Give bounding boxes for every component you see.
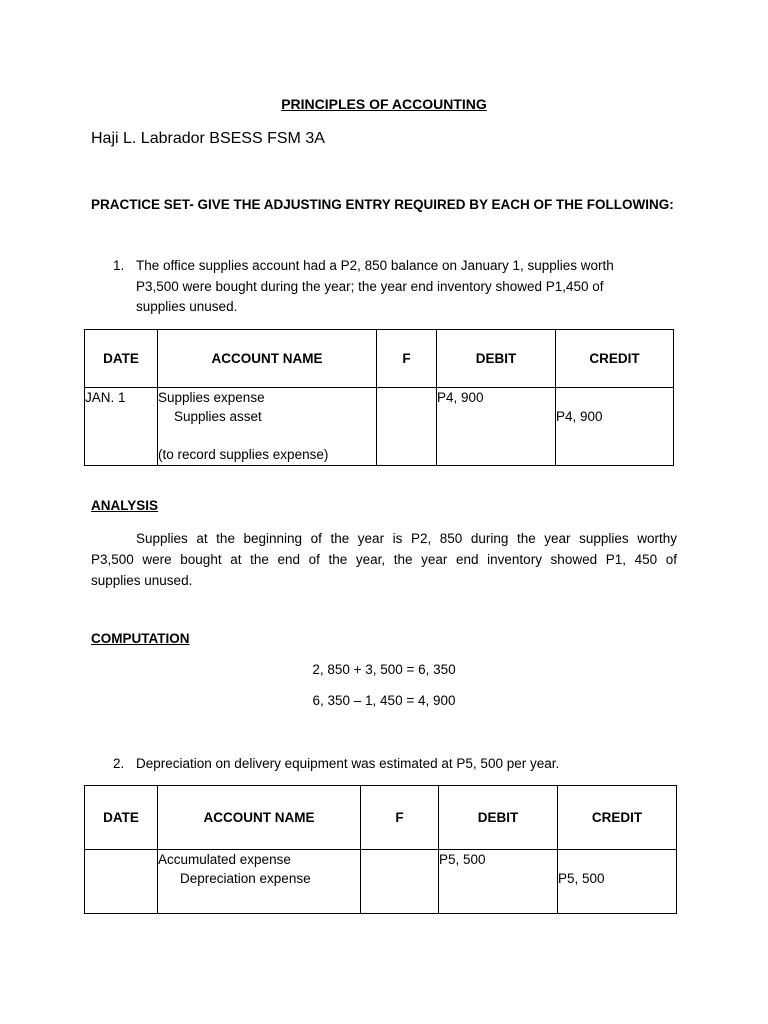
item-2-number: 2. (113, 756, 125, 771)
journal-table-1 (84, 329, 674, 466)
item-1-line: supplies unused. (136, 299, 238, 314)
debit-account: Supplies expense (158, 390, 265, 405)
header-debit: DEBIT (439, 786, 558, 850)
debit-amount: P5, 500 (439, 852, 486, 867)
table-header-row (85, 786, 677, 850)
folio-cell (377, 388, 437, 466)
header-folio: F (377, 330, 437, 388)
practice-heading: PRACTICE SET- GIVE THE ADJUSTING ENTRY REQUIRED BY EACH OF THE FOLLOWING: (91, 197, 674, 212)
item-1-number: 1. (113, 258, 125, 273)
item-1-text (136, 256, 696, 318)
folio-cell (361, 850, 439, 914)
analysis-heading: ANALYSIS (91, 498, 159, 513)
item-1-line: The office supplies account had a P2, 850 balance on January 1, supplies worth (136, 258, 614, 273)
header-account-name: ACCOUNT NAME (158, 330, 377, 388)
credit-account: Supplies asset (174, 409, 262, 424)
header-credit: CREDIT (558, 786, 677, 850)
item-1-line: P3,500 were bought during the year; the year end inventory showed P1,450 of (136, 278, 604, 294)
credit-amount: P5, 500 (558, 871, 605, 886)
author-line: Haji L. Labrador BSESS FSM 3A (91, 130, 325, 147)
analysis-paragraph (91, 528, 677, 591)
account-cell (158, 388, 377, 466)
table-row (85, 388, 674, 466)
header-account-name: ACCOUNT NAME (158, 786, 361, 850)
computation-heading: COMPUTATION (91, 631, 190, 646)
header-date: DATE (85, 330, 158, 388)
computation-line-1: 2, 850 + 3, 500 = 6, 350 (312, 662, 456, 677)
analysis-line: P3,500 were bought at the end of the year, the year end inventory showed P1, 450 of (91, 552, 677, 567)
debit-amount: P4, 900 (437, 390, 484, 405)
table-row (85, 850, 677, 914)
page-title: PRINCIPLES OF ACCOUNTING (281, 96, 487, 112)
debit-account: Accumulated expense (158, 852, 291, 867)
account-cell (158, 850, 361, 914)
header-date: DATE (85, 786, 158, 850)
entry-explanation: (to record supplies expense) (158, 447, 329, 462)
item-2-text: Depreciation on delivery equipment was estimated at P5, 500 per year. (136, 756, 560, 771)
header-debit: DEBIT (437, 330, 556, 388)
date-cell (85, 388, 158, 466)
credit-cell (556, 388, 674, 466)
header-folio: F (361, 786, 439, 850)
table-header-row (85, 330, 674, 388)
credit-cell (558, 850, 677, 914)
date-cell (85, 850, 158, 914)
header-credit: CREDIT (556, 330, 674, 388)
analysis-line: Supplies at the beginning of the year is P2, 850 during the year supplies worthy (136, 531, 677, 546)
credit-account: Depreciation expense (180, 871, 311, 886)
computation-line-2: 6, 350 – 1, 450 = 4, 900 (312, 693, 456, 708)
entry-date: JAN. 1 (85, 390, 126, 405)
analysis-line: supplies unused. (91, 573, 193, 588)
credit-amount: P4, 900 (556, 409, 603, 424)
journal-table-2 (84, 785, 677, 914)
debit-cell (437, 388, 556, 466)
debit-cell (439, 850, 558, 914)
